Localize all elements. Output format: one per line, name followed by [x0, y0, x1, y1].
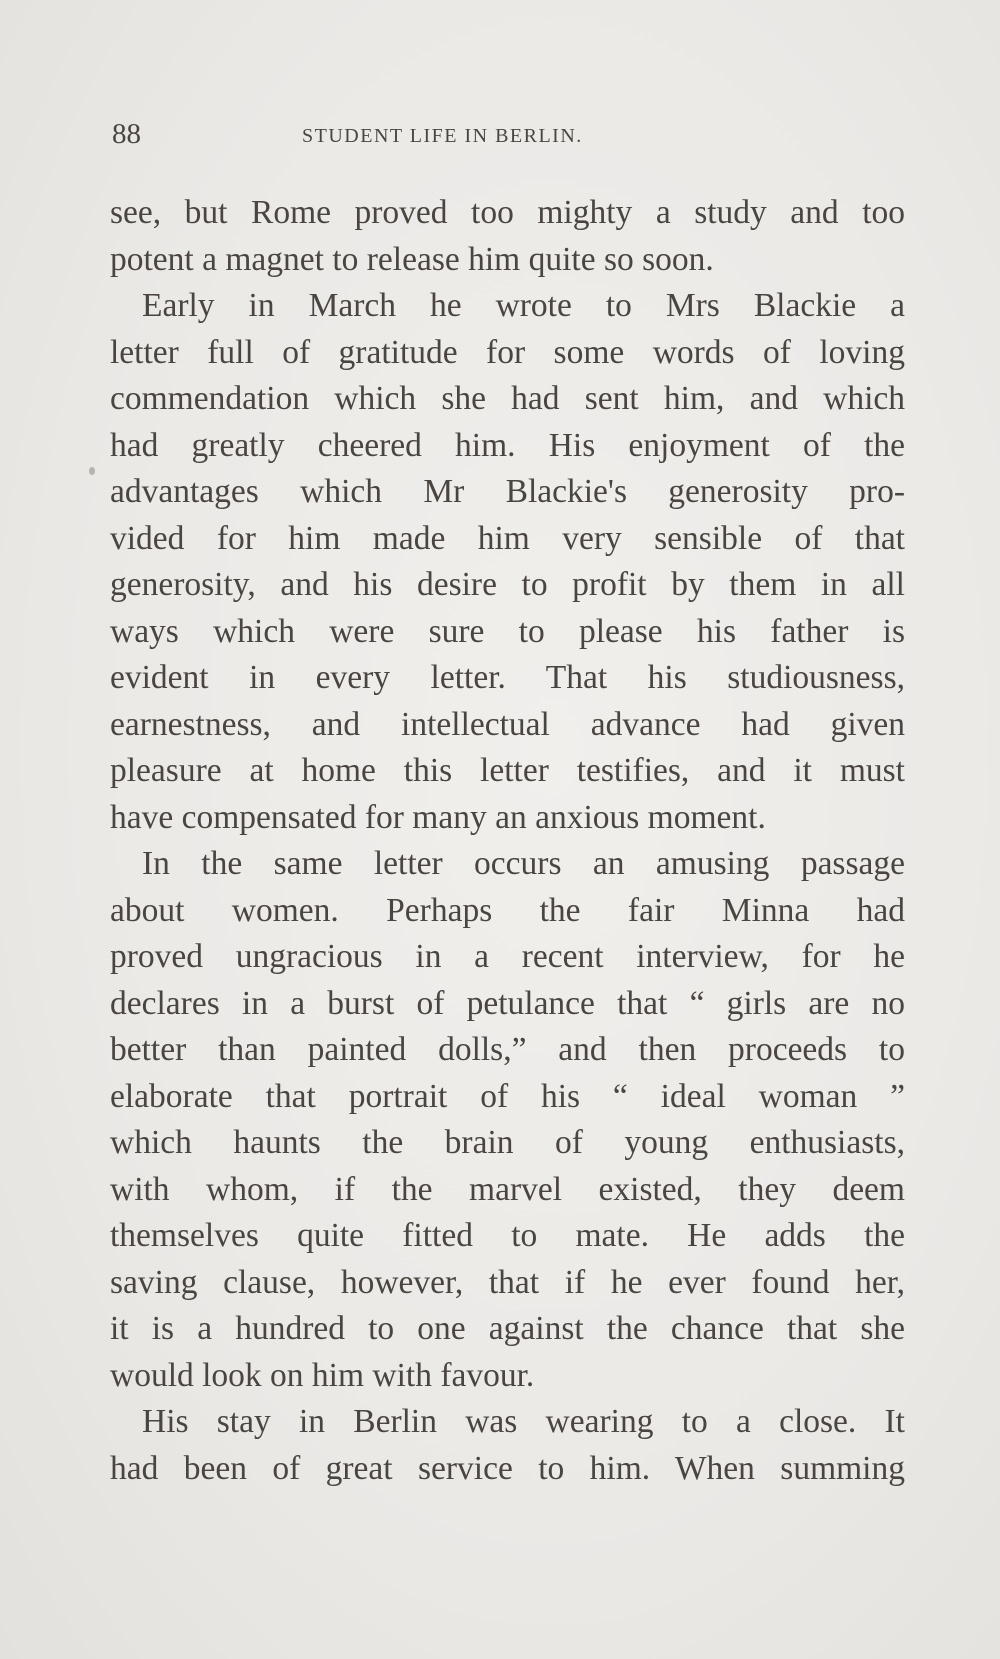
- text-line: earnestness, and intellectual advance had given: [110, 705, 905, 743]
- text-line: advantages which Mr Blackie's generosity pro-: [110, 473, 905, 510]
- text-line: which haunts the brain of young enthusiasts,: [110, 1124, 905, 1161]
- ink-speck: [89, 467, 95, 475]
- paragraph-first-line: Early in March he wrote to Mrs Blackie a: [142, 287, 905, 324]
- text-line: see, but Rome proved too mighty a study and too: [110, 194, 905, 231]
- text-line: had greatly cheered him. His enjoyment of the: [110, 426, 905, 464]
- text-line: about women. Perhaps the fair Minna had: [110, 891, 905, 929]
- text-line: saving clause, however, that if he ever found her,: [110, 1263, 905, 1301]
- text-line: elaborate that portrait of his “ ideal woman ”: [110, 1077, 905, 1115]
- text-line: better than painted dolls,” and then proceeds to: [110, 1031, 905, 1068]
- running-title: STUDENT LIFE IN BERLIN.: [302, 125, 583, 147]
- running-head: [112, 118, 912, 158]
- text-line: it is a hundred to one against the chance that she: [110, 1310, 905, 1347]
- text-line: potent a magnet to release him quite so soon.: [110, 240, 714, 278]
- text-line: have compensated for many an anxious moment.: [110, 798, 766, 836]
- text-line: themselves quite fitted to mate. He adds the: [110, 1217, 905, 1254]
- text-line: letter full of gratitude for some words of loving: [110, 333, 905, 371]
- body-text: [110, 190, 905, 1492]
- text-line: proved ungracious in a recent interview, for he: [110, 938, 905, 975]
- page-number: 88: [112, 118, 141, 150]
- text-line: generosity, and his desire to profit by them in all: [110, 566, 905, 603]
- text-line: vided for him made him very sensible of that: [110, 519, 905, 557]
- text-line: pleasure at home this letter testifies, and it must: [110, 752, 905, 789]
- text-line: ways which were sure to please his father is: [110, 612, 905, 650]
- text-line: evident in every letter. That his studiousness,: [110, 659, 905, 696]
- text-line: with whom, if the marvel existed, they deem: [110, 1170, 905, 1208]
- text-line: would look on him with favour.: [110, 1356, 535, 1394]
- text-line: commendation which she had sent him, and which: [110, 380, 905, 417]
- paragraph-first-line: His stay in Berlin was wearing to a close. It: [142, 1403, 905, 1440]
- paragraph-first-line: In the same letter occurs an amusing passage: [142, 845, 905, 882]
- text-line: declares in a burst of petulance that “ girls are no: [110, 984, 905, 1022]
- text-line: had been of great service to him. When summing: [110, 1449, 905, 1487]
